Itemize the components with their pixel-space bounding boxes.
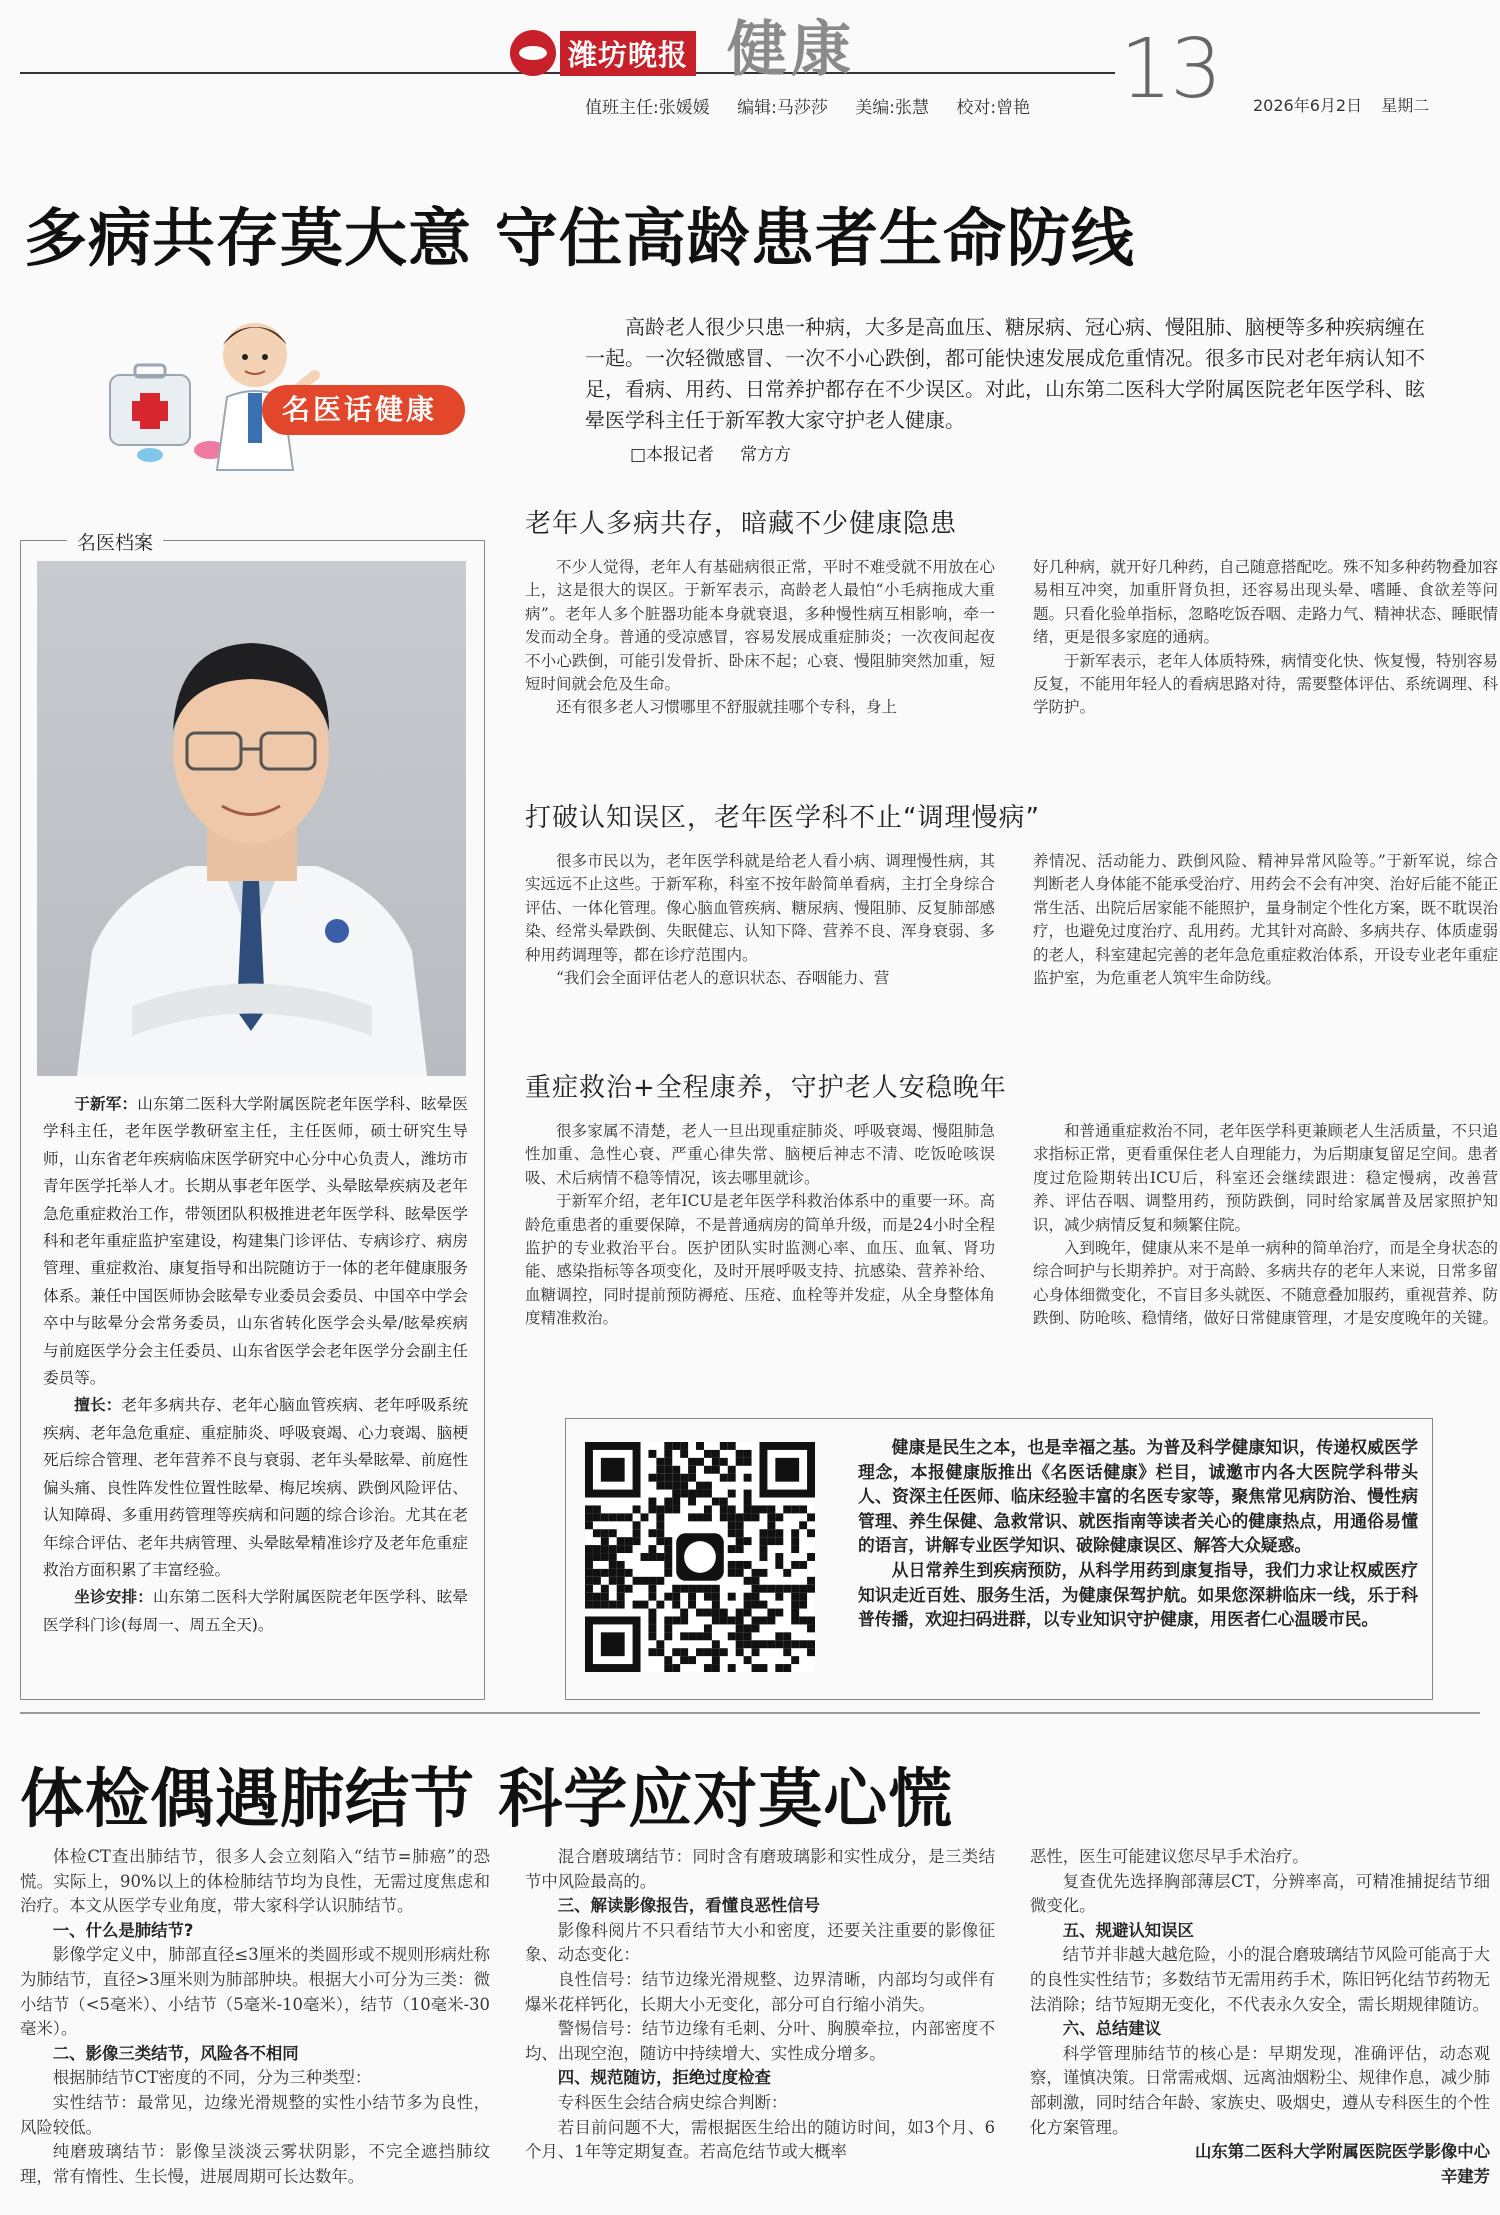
subheading: 五、规避认知误区 [1062,1920,1194,1940]
author-byline: 辛建芳 [1440,2166,1490,2186]
weekday-text: 星期二 [1381,96,1430,115]
section1-col1 [525,556,995,720]
paragraph: 若目前问题不大，需根据医生给出的随访时间，如3个月、6个月、1年等定期复查。若高危结节或大概率 [525,2117,995,2162]
page-number: 13 [1120,22,1221,117]
paragraph: 科学管理肺结节的核心是：早期发现，准确评估，动态观察，谨慎决策。日常需戒烟、远离油烟粉尘、规律作息，减少肺部刺激，同时结合年龄、家族史、吸烟史，遵从专科医生的个性化方案管理。 [1030,2043,1490,2137]
paragraph: 从日常养生到疾病预防，从科学用药到康复指导，我们力求让权威医疗知识走近百姓、服务生活，为健康保驾护航。如果您深耕临床一线，乐于科普传播，欢迎扫码进群，以专业知识守护健康，用医者仁心温暖市民。 [858,1559,1418,1630]
doctor-portrait-icon [37,561,466,1076]
profile-title: 名医档案 [67,528,163,555]
paragraph: 养情况、活动能力、跌倒风险、精神异常风险等。”于新军说，综合判断老人身体能不能承受治疗、用药会不会有冲突、治好后能不能正常生活、出院后居家能不能照护，量身制定个性化方案，既不耽误治疗，也避免过度治疗、乱用药。尤其针对高龄、多病共存、体质虚弱的老人，科室建起完善的老年急危重症救治体系，开设专业老年重症监护室，为危重老人筑牢生命防线。 [1033,852,1499,988]
section3-title: 重症救治+全程康养，守护老人安稳晚年 [525,1073,1007,1103]
editor-credits [585,93,1052,118]
qr-promo-text [858,1435,1418,1632]
subheading: 三、解读影像报告，看懂良恶性信号 [557,1896,821,1916]
paragraph: 影像学定义中，肺部直径≤3厘米的类圆形或不规则形病灶称为肺结节，直径>3厘米则为肺部肿块。根据大小可分为三类：微小结节（<5毫米）、小结节（5毫米-10毫米），结节（10毫米-30毫米）。 [20,1945,490,2039]
reporter-name: 常方方 [740,445,792,465]
paragraph: 不少人觉得，老年人有基础病很正常，平时不难受就不用放在心上，这是很大的误区。于新军表示，高龄老人最怕“小毛病拖成大重病”。老年人多个脏器功能本身就衰退，多种慢性病互相影响，牵一发而动全身。普通的受凉感冒，容易发展成重症肺炎；一次夜间起夜不小心跌倒，可能引发骨折、卧床不起；心衰、慢阻肺突然加重，短短时间就会危及生命。 [525,558,995,694]
column-banner: 名医话健康 [262,385,465,435]
paragraph: 于新军表示，老年人体质特殊，病情变化快、恢复慢，特别容易反复，不能用年轻人的看病思路对待，需要整体评估、系统调理、科学防护。 [1033,651,1499,717]
paragraph: 警惕信号：结节边缘有毛刺、分叶、胸膜牵拉，内部密度不均、出现空泡，随访中持续增大、实性成分增多。 [525,2019,995,2063]
paragraph: 好几种病，就开好几种药，自己随意搭配吃。殊不知多种药物叠加容易相互冲突，加重肝肾负担，还容易出现头晕、嗜睡、食欲差等问题。只看化验单指标，忽略吃饭吞咽、走路力气、精神状态、睡眠情绪，更是很多家庭的通病。 [1033,558,1499,647]
paragraph: 专科医生会结合病史综合判断： [557,2092,788,2112]
credit-editor: 编辑:马莎莎 [737,98,828,118]
paragraph: 复查优先选择胸部薄层CT，分辨率高，可精准捕捉结节细微变化。 [1030,1871,1490,1916]
subheading: 六、总结建议 [1062,2019,1162,2039]
article2-col3 [1030,1845,1490,2189]
paragraph: 影像科阅片不只看结节大小和密度，还要关注重要的影像征象、动态变化： [525,1920,995,1965]
paragraph: 还有很多老人习惯哪里不舒服就挂哪个专科，身上 [556,698,898,717]
doctor-photo [37,561,466,1076]
paragraph: 健康是民生之本，也是幸福之基。为普及科学健康知识，传递权威医学理念，本报健康版推出《名医话健康》栏目，诚邀市内各大医院学科带头人、资深主任医师、临床经验丰富的名医专家等，聚焦常见病防治、慢性病管理、养生保健、急救常识、就医指南等读者关心的健康热点，用通俗易懂的语言，讲解专业医学知识、破除健康误区、解答大众疑惑。 [858,1437,1418,1556]
paragraph: 于新军介绍，老年ICU是老年医学科救治体系中的重要一环。高龄危重患者的重要保障，不是普通病房的简单升级，而是24小时全程监护的专业救治平台。医护团队实时监测心率、血压、血氧、肾功能、感染指标等各项变化，及时开展呼吸支持、抗感染、营养补给、血糖调控，同时提前预防褥疮、压疮、血栓等并发症，从全身整体角度精准救治。 [525,1192,995,1328]
article1-headline: 多病共存莫大意 守住高龄患者生命防线 [24,202,1135,275]
paragraph: 良性信号：结节边缘光滑规整、边界清晰，内部均匀或伴有爆米花样钙化，长期大小无变化，部分可自行缩小消失。 [525,1969,995,2014]
doctor-profile [20,532,485,1700]
paragraph: 体检CT查出肺结节，很多人会立刻陷入“结节=肺癌”的恐慌。实际上，90%以上的体检肺结节均为良性，无需过度焦虑和治疗。本文从医学专业角度，带大家科学认识肺结节。 [20,1847,490,1916]
section2-title: 打破认知误区，老年医学科不止“调理慢病” [525,803,1040,833]
clinic-label: 坐诊安排： [74,1588,153,1607]
paragraph: 根据肺结节CT密度的不同，分为三种类型： [52,2068,372,2088]
paragraph: 结节并非越大越危险，小的混合磨玻璃结节风险可能高于大的良性实性结节；多数结节无需用药手术，陈旧钙化结节药物无法消除；结节短期无变化，不代表永久安全，需长期规律随访。 [1030,1945,1490,2014]
specialty-text: 老年多病共存、老年心脑血管疾病、老年呼吸系统疾病、老年急危重症、重症肺炎、呼吸衰竭、心力衰竭、脑梗死后综合管理、老年营养不良与衰弱、老年头晕眩晕、前庭性偏头痛、良性阵发性位置性眩晕、梅尼埃病、跌倒风险评估、认知障碍、多重用药管理等疾病和问题的综合诊治。尤其在老年综合评估、老年共病管理、头晕眩晕精准诊疗及老年危重症救治方面积累了丰富经验。 [43,1396,468,1579]
qr-code-icon[interactable] [585,1442,815,1672]
article2-headline: 体检偶遇肺结节 科学应对莫心慌 [20,1763,954,1837]
paper-name: 潍坊晚报 [560,31,696,76]
reporter-label: □本报记者 [630,445,715,465]
clinic-text: 山东第二医科大学附属医院老年医学科、眩晕医学科门诊(每周一、周五全天)。 [43,1588,468,1634]
article2-col2 [525,1845,995,2165]
bio-name: 于新军： [74,1095,138,1113]
subheading: 一、什么是肺结节? [52,1920,194,1940]
paragraph: 很多家属不清楚，老人一旦出现重症肺炎、呼吸衰竭、慢阻肺急性加重、急性心衰、严重心律失常、脑梗后神志不清、吃饭呛咳误吸、术后病情不稳等情况，该去哪里就诊。 [525,1122,995,1187]
section3-col2 [1033,1120,1498,1331]
section1-title: 老年人多病共存，暗藏不少健康隐患 [525,509,958,539]
credit-proof: 校对:曾艳 [956,98,1031,118]
author-byline: 山东第二医科大学附属医院医学影像中心 [1194,2142,1490,2162]
paragraph: 纯磨玻璃结节：影像呈淡淡云雾状阴影，不完全遮挡肺纹理，常有惰性、生长慢，进展周期可长达数年。 [20,2142,490,2186]
article-divider [20,1712,1480,1714]
credit-art: 美编:张慧 [855,98,930,118]
article1-intro: 高龄老人很少只患一种病，大多是高血压、糖尿病、冠心病、慢阻肺、脑梗等多种疾病缠在一起。一次轻微感冒、一次不小心跌倒，都可能快速发展成危重情况。很多市民对老年病认知不足，看病、用药、日常养护都存在不少误区。对此，山东第二医科大学附属医院老年医学科、眩晕医学科主任于新军教大家守护老人健康。 [585,315,1425,432]
section2-col1 [525,850,995,990]
section3-col1 [525,1120,995,1331]
paragraph: 很多市民以为，老年医学科就是给老人看小病、调理慢性病，其实远远不止这些。于新军称，科室不按年龄简单看病，主打全身综合评估、一体化管理。像心脑血管疾病、糖尿病、慢阻肺、反复肺部感染、经常头晕跌倒、失眠健忘、认知下降、营养不良、浑身衰弱、多种用药调理等，都在诊疗范围内。 [525,852,995,964]
date-text: 2026年6月2日 [1253,96,1363,115]
issue-date [1253,93,1443,116]
credit-duty: 值班主任:张媛媛 [585,98,710,118]
section2-col2 [1033,850,1498,990]
paragraph: 混合磨玻璃结节：同时含有磨玻璃影和实性成分，是三类结节中风险最高的。 [525,1847,995,1891]
paragraph: 实性结节：最常见，边缘光滑规整的实性小结节多为良性，风险较低。 [20,2092,490,2137]
paper-logo-icon [510,30,556,76]
subheading: 二、影像三类结节，风险各不相同 [52,2043,299,2063]
paragraph: 和普通重症救治不同，老年医学科更兼顾老人生活质量，不只追求指标正常，更看重保住老人自理能力，为后期康复留足空间。患者度过危险期转出ICU后，科室还会继续跟进：稳定慢病，改善营养、评估吞咽、调整用药，预防跌倒，同时给家属普及居家照护知识，减少病情反复和频繁住院。 [1033,1122,1499,1234]
paragraph: “我们会全面评估老人的意识状态、吞咽能力、营 [556,969,890,988]
paper-logo [510,30,696,76]
bio-text: 山东第二医科大学附属医院老年医学科、眩晕医学科主任，老年医学教研室主任，主任医师，硕士研究生导师，山东省老年疾病临床医学研究中心分中心负责人，潍坊市青年医学托举人才。长期从事老年医学、头晕眩晕疾病及老年急危重症救治工作，带领团队积极推进老年医学科、眩晕医学科和老年重症监护室建设，构建集门诊评估、专病诊疗、病房管理、重症救治、康复指导和出院随访于一体的老年健康服务体系。兼任中国医师协会眩晕专业委员会委员、中国卒中学会卒中与眩晕分会常务委员，山东省转化医学会头晕/眩晕疾病与前庭医学分会主任委员、山东省医学会老年医学分会副主任委员等。 [43,1095,468,1388]
article2-col1 [20,1845,490,2189]
subheading: 四、规范随访，拒绝过度检查 [557,2068,771,2088]
profile-text [43,1091,468,1639]
reporter-line [630,440,791,465]
specialty-label: 擅长： [74,1396,122,1415]
paragraph: 入到晚年，健康从来不是单一病种的简单治疗，而是全身状态的综合呵护与长期养护。对于高龄、多病共存的老年人来说，日常多留心身体细微变化，不盲目多头就医、不随意叠加服药，重视营养、防跌倒、防呛咳、稳情绪，做好日常健康管理，才是安度晚年的关键。 [1033,1239,1499,1328]
paragraph: 恶性，医生可能建议您尽早手术治疗。 [1030,1847,1309,1866]
section1-col2 [1033,556,1498,720]
section-name: 健康 [727,15,855,85]
